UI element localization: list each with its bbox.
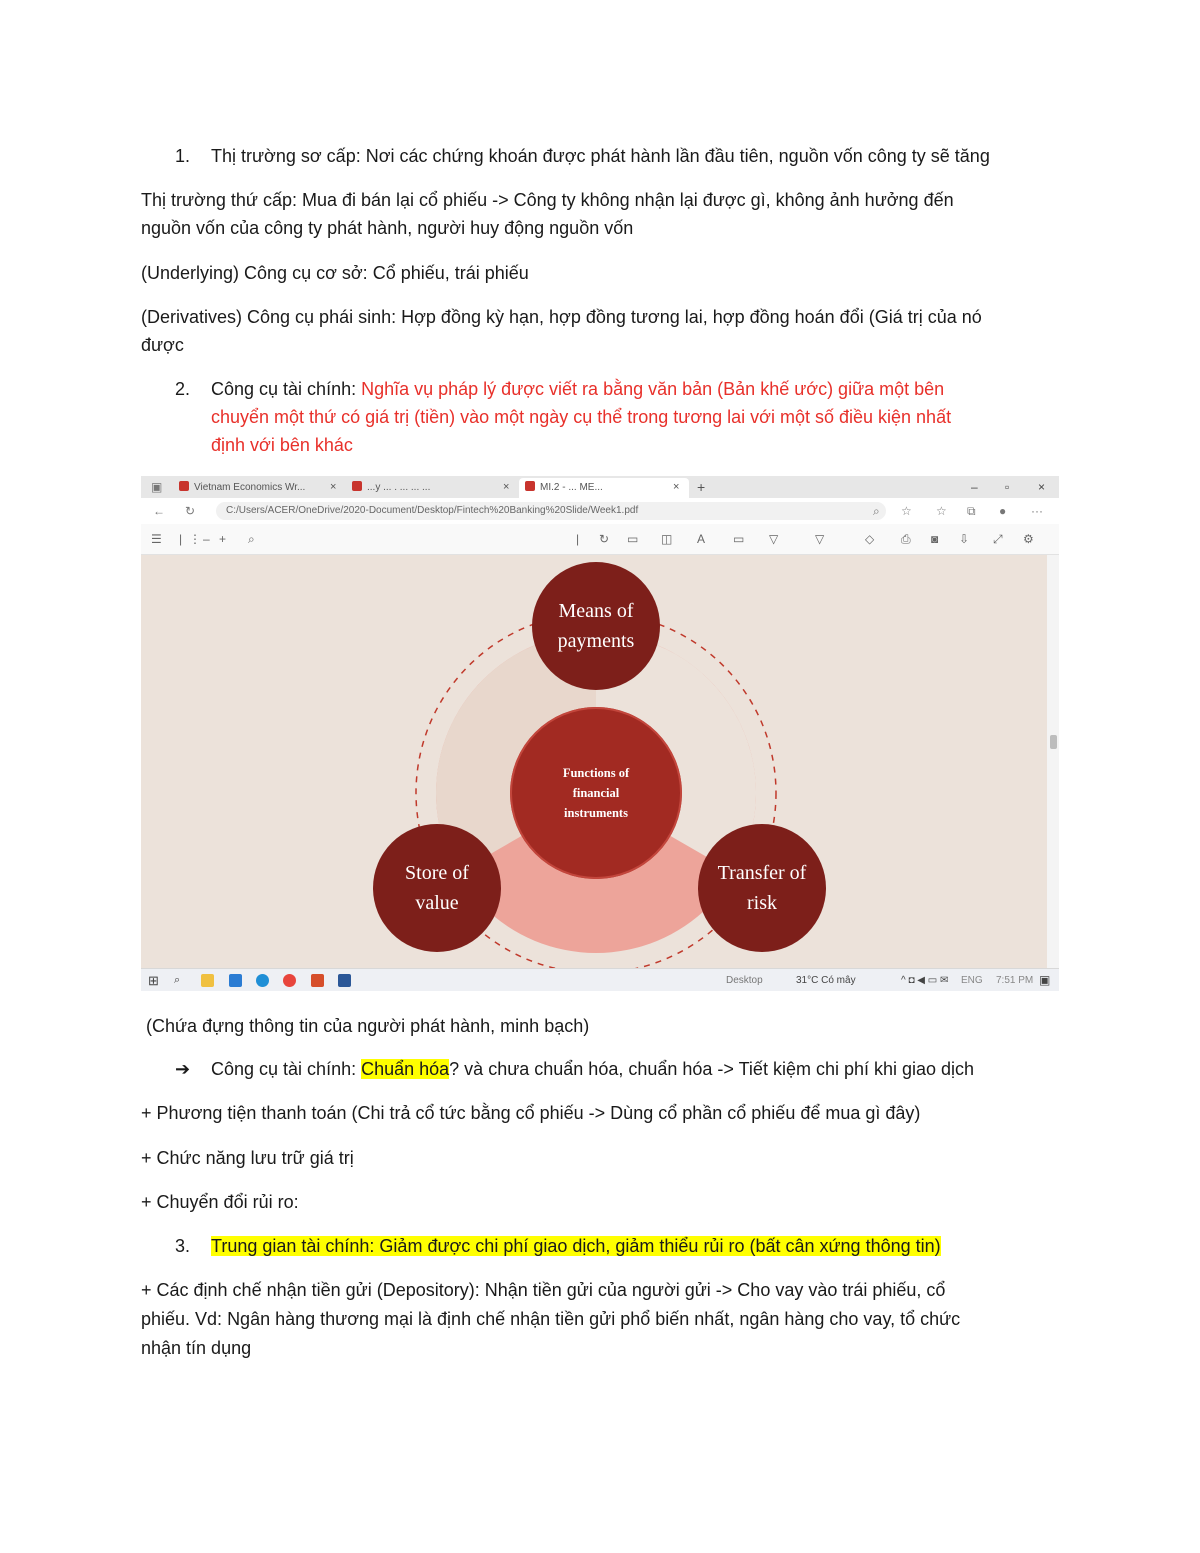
contents-icon[interactable]: ☰ <box>151 532 162 546</box>
browser-tab-1[interactable] <box>173 478 333 498</box>
find-icon[interactable]: ⌕ <box>248 532 255 546</box>
search-icon[interactable]: ⌕ <box>873 504 880 518</box>
arrow-bullet-icon: ➔ <box>175 1059 191 1079</box>
functions-center-node <box>510 707 682 879</box>
fullscreen-icon[interactable]: ⤢ <box>993 532 1003 546</box>
zoom-out-icon[interactable]: – <box>203 532 210 546</box>
item2-label: Công cụ tài chính: <box>211 379 362 399</box>
print-icon[interactable]: ⎙ <box>901 532 911 546</box>
draw-icon[interactable]: ▽ <box>769 532 779 546</box>
item2-number: 2. <box>175 379 191 399</box>
language-label[interactable]: ENG <box>961 975 983 986</box>
office-icon[interactable] <box>311 974 324 987</box>
new-tab-button[interactable]: + <box>697 479 706 495</box>
scrollbar-thumb[interactable] <box>1050 735 1057 749</box>
notification-icon[interactable]: ▣ <box>1039 973 1051 987</box>
word-icon[interactable] <box>338 974 351 987</box>
pdf-icon <box>525 481 535 491</box>
more-menu-icon[interactable]: ··· <box>1031 504 1043 518</box>
standardized-highlight: Chuẩn hóa <box>361 1059 450 1079</box>
tab-actions-icon[interactable]: ▣ <box>151 480 163 494</box>
store-of-value-label: Store of value <box>405 862 469 914</box>
clock-label[interactable]: 7:51 PM <box>996 975 1034 986</box>
maximize-button[interactable]: ▫ <box>1005 480 1010 494</box>
desktop-label[interactable]: Desktop <box>726 975 763 986</box>
refresh-icon[interactable]: ↻ <box>185 504 196 518</box>
transfer-of-risk-label: Transfer of risk <box>717 862 807 914</box>
fit-page-icon[interactable]: ▭ <box>627 532 639 546</box>
info-line: (Chứa đựng thông tin của người phát hành, minh bạch) <box>146 1016 590 1036</box>
browser-tab-2[interactable] <box>346 478 496 498</box>
minimize-button[interactable]: – <box>971 480 978 494</box>
item3-line <box>211 1232 941 1260</box>
divider-icon: | <box>179 532 183 546</box>
windows-taskbar <box>141 968 1059 991</box>
derivatives-line2: được <box>141 335 184 355</box>
rotate-icon[interactable]: ↻ <box>599 532 610 546</box>
secondary-market-line2: nguồn vốn của công ty phát hành, người huy động nguồn vốn <box>141 218 634 238</box>
tab-1-label: Vietnam Economics Wr... <box>194 482 306 493</box>
list-icon[interactable]: ⋮ <box>189 532 201 546</box>
highlight-icon[interactable]: ▽ <box>815 532 825 546</box>
collections-icon[interactable]: ⧉ <box>967 504 976 518</box>
profile-avatar-icon[interactable]: ● <box>999 504 1007 518</box>
tab-3-close-icon[interactable]: × <box>673 481 680 493</box>
pdf-page-canvas <box>141 555 1047 968</box>
search-icon[interactable]: ⌕ <box>174 974 181 986</box>
depository-line3: nhận tín dụng <box>141 1338 252 1358</box>
file-explorer-icon[interactable] <box>201 974 214 987</box>
close-window-button[interactable]: × <box>1038 480 1046 494</box>
read-aloud-icon[interactable]: ☆ <box>901 504 912 518</box>
item2-definition-part3: định với bên khác <box>211 435 353 455</box>
item1-number: 1. <box>175 146 191 166</box>
item2-definition-part2: chuyển một thứ có giá trị (tiền) vào một ngày cụ thể trong tương lai với một số điều kiện nhất <box>211 407 952 427</box>
chrome-icon[interactable] <box>283 974 296 987</box>
save-as-icon[interactable]: ⇩ <box>959 532 970 546</box>
windows-start-icon[interactable]: ⊞ <box>148 973 159 988</box>
depository-line2: phiếu. Vd: Ngân hàng thương mại là định chế nhận tiền gửi phổ biến nhất, ngân hàng cho vay, tổ chức <box>141 1309 961 1329</box>
pdf-icon <box>179 481 189 491</box>
edge-browser-icon[interactable] <box>256 974 269 987</box>
erase-icon[interactable]: ◇ <box>865 532 875 546</box>
text-icon[interactable]: ▭ <box>733 532 745 546</box>
arrow-line <box>211 1055 974 1083</box>
item1-text: Thị trường sơ cấp: Nơi các chứng khoán được phát hành lần đầu tiên, nguồn vốn công ty sẽ tăng <box>211 146 990 166</box>
read-aloud-icon[interactable]: A <box>697 532 706 546</box>
zoom-in-icon[interactable]: + <box>219 532 227 546</box>
page-view-icon[interactable]: ◫ <box>661 532 673 546</box>
store-of-value-node <box>373 824 501 952</box>
address-bar-row <box>141 498 1059 525</box>
functions-center-label: Functions of financial instruments <box>562 766 630 820</box>
weather-label[interactable]: 31°C Có mây <box>796 975 856 986</box>
pdf-toolbar <box>141 524 1059 555</box>
arrow-rest: ? và chưa chuẩn hóa, chuẩn hóa -> Tiết kiệm chi phí khi giao dịch <box>449 1059 975 1079</box>
transfer-of-risk-node <box>698 824 826 952</box>
system-tray[interactable]: ^ ◘ ◀ ▭ ✉ <box>901 975 949 986</box>
embedded-screenshot <box>141 476 1059 991</box>
plus-store-of-value: + Chức năng lưu trữ giá trị <box>141 1148 354 1168</box>
favorites-icon[interactable]: ☆ <box>936 504 947 518</box>
arrow-label: Công cụ tài chính: <box>211 1059 362 1079</box>
tab-3-label: MI.2 - ... ME... <box>540 482 603 493</box>
back-icon[interactable]: ← <box>153 504 165 518</box>
underlying-line: (Underlying) Công cụ cơ sở: Cổ phiếu, trái phiếu <box>141 263 529 283</box>
browser-tab-3[interactable] <box>519 478 689 498</box>
item2-line1 <box>211 375 944 403</box>
means-of-payments-node <box>532 562 660 690</box>
item2-definition-part1: Nghĩa vụ pháp lý được viết ra bằng văn bản (Bản khế ước) giữa một bên <box>361 379 945 399</box>
tab-2-label: ...y ... . ... ... ... <box>367 482 431 493</box>
item3-highlight: Trung gian tài chính: Giảm được chi phí giao dịch, giảm thiểu rủi ro (bất cân xứng thông tin) <box>211 1236 941 1256</box>
tab-2-close-icon[interactable]: × <box>503 481 510 493</box>
divider-icon: | <box>576 532 580 546</box>
url-field[interactable]: C:/Users/ACER/OneDrive/2020-Document/Desktop/Fintech%20Banking%20Slide/Week1.pdf <box>216 502 886 520</box>
store-icon[interactable] <box>229 974 242 987</box>
vertical-scrollbar[interactable] <box>1047 555 1059 968</box>
means-of-payments-label: Means of payments <box>557 600 635 652</box>
pdf-icon <box>352 481 362 491</box>
secondary-market-line1: Thị trường thứ cấp: Mua đi bán lại cổ phiếu -> Công ty không nhận lại được gì, không ảnh hưởng đến <box>141 190 954 210</box>
item3-number: 3. <box>175 1236 191 1256</box>
browser-tab-bar <box>141 476 1059 498</box>
plus-means-of-payment: + Phương tiện thanh toán (Chi trả cổ tức bằng cổ phiếu -> Dùng cổ phần cổ phiếu để mua gì đây) <box>141 1103 921 1123</box>
tab-1-close-icon[interactable]: × <box>330 481 337 493</box>
save-icon[interactable]: ◙ <box>931 532 939 546</box>
settings-gear-icon[interactable]: ⚙ <box>1023 532 1034 546</box>
plus-transfer-of-risk: + Chuyển đổi rủi ro: <box>141 1192 299 1212</box>
derivatives-line1: (Derivatives) Công cụ phái sinh: Hợp đồng kỳ hạn, hợp đồng tương lai, hợp đồng hoán đổi (Giá trị của nó <box>141 307 982 327</box>
depository-line1: + Các định chế nhận tiền gửi (Depository): Nhận tiền gửi của người gửi -> Cho vay vào trái phiếu, cổ <box>141 1280 946 1300</box>
